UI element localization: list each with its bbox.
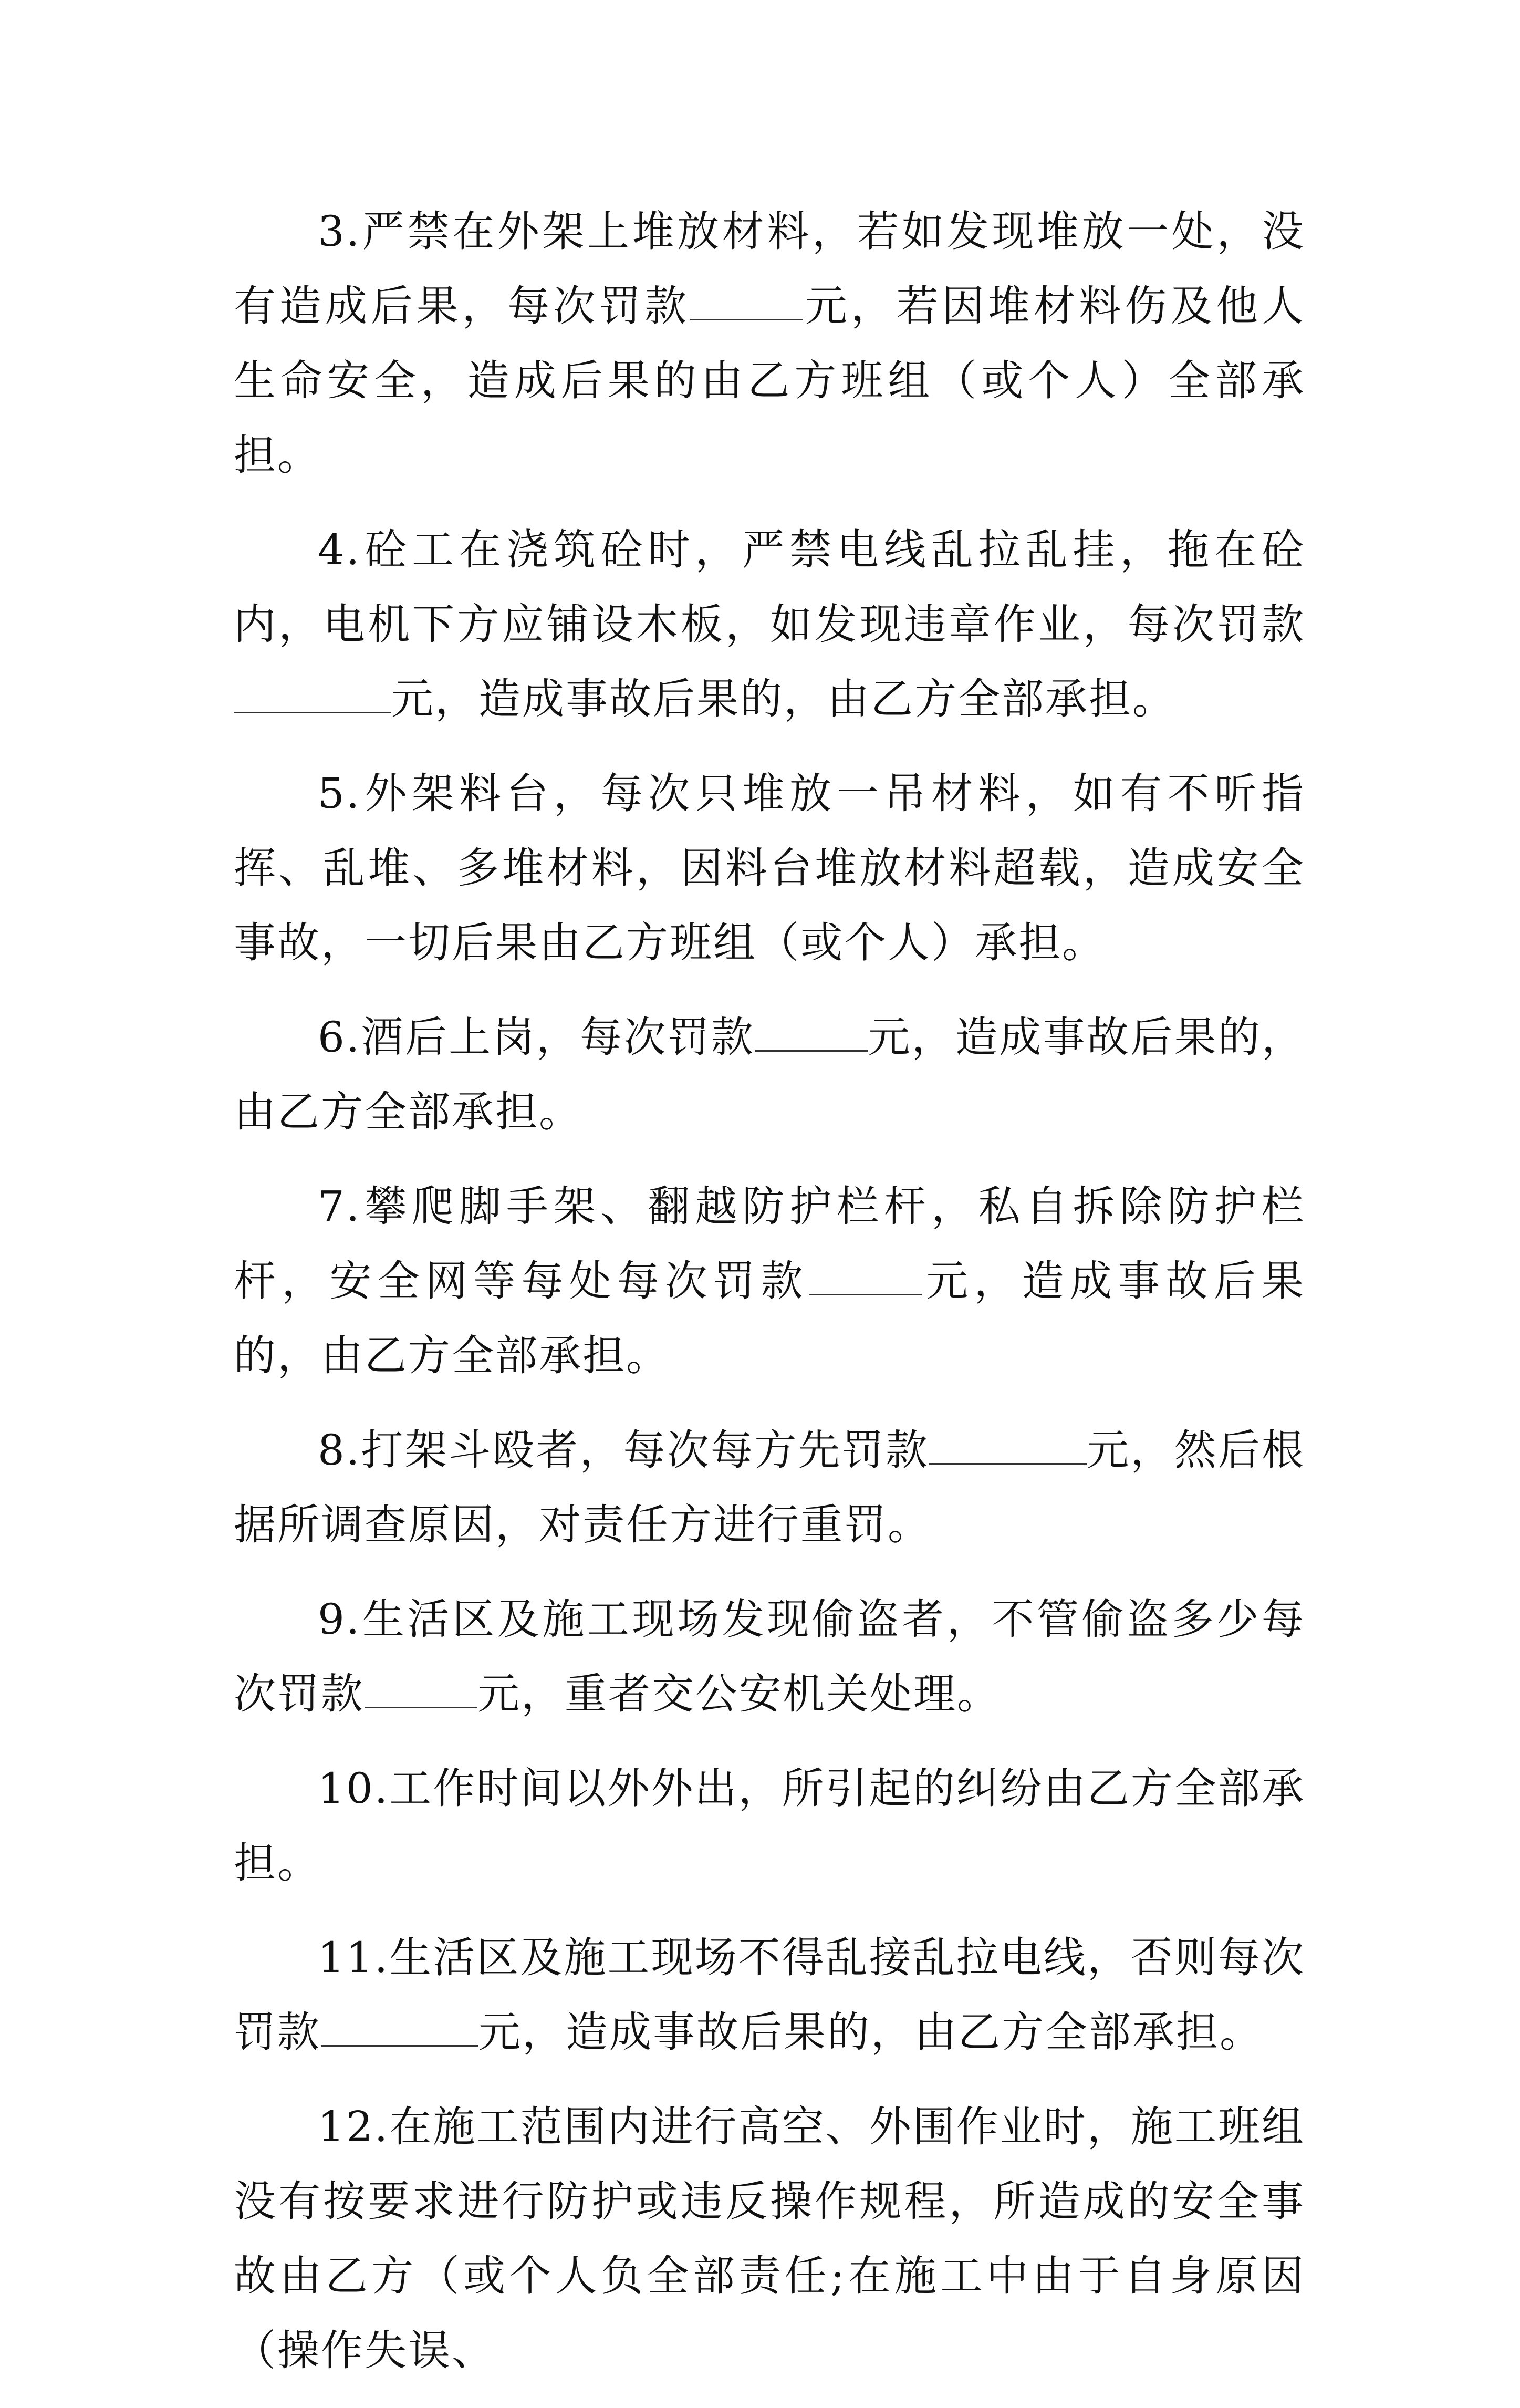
clause-6-text-a: 6.酒后上岗，每次罚款	[318, 1013, 755, 1062]
clause-6-text-b: 元，造成事故后果的，由乙方全部承担。	[234, 1013, 1306, 1136]
clause-11	[234, 1921, 1305, 2070]
clause-3	[234, 194, 1305, 493]
clause-6	[234, 1000, 1305, 1149]
clause-11-text-b: 元，造成事故后果的，由乙方全部承担。	[478, 2008, 1263, 2057]
clause-4-text-b: 元，造成事故后果的，由乙方全部承担。	[391, 674, 1176, 723]
clause-7	[234, 1169, 1305, 1393]
clause-9-text-a: 9.生活区及施工现场发现偷盗者，不管偷盗多少每次罚款	[234, 1595, 1305, 1718]
fine-amount-blank	[809, 1257, 922, 1295]
clause-5-text: 5.外架料台，每次只堆放一吊材料，如有不听指挥、乱堆、多堆材料，因料台堆放材料超载，造成安全事故，一切后果由乙方班组（或个人）承担。	[234, 769, 1305, 967]
clause-4	[234, 513, 1305, 736]
clause-8	[234, 1413, 1305, 1562]
document-body	[234, 194, 1305, 2408]
clause-4-text-a: 4.砼工在浇筑砼时，严禁电线乱拉乱挂，拖在砼内，电机下方应铺设木板，如发现违章作业，每次罚款	[234, 525, 1305, 649]
fine-amount-blank	[929, 1426, 1087, 1465]
clause-8-text-a: 8.打架斗殴者，每次每方先罚款	[318, 1426, 930, 1475]
clause-12	[234, 2090, 1305, 2388]
clause-10	[234, 1751, 1305, 1901]
clause-9-text-b: 元，重者交公安机关处理。	[477, 1669, 1001, 1718]
clause-11-text-a: 11.生活区及施工现场不得乱接乱拉电线，否则每次罚款	[234, 1933, 1305, 2057]
clause-10-text: 10.工作时间以外外出，所引起的纠纷由乙方全部承担。	[234, 1764, 1305, 1887]
clause-12-text: 12.在施工范围内进行高空、外围作业时，施工班组没有按要求进行防护或违反操作规程，所造成的安全事故由乙方（或个人负全部责任;在施工中由于自身原因（操作失误、	[234, 2102, 1305, 2375]
clause-9	[234, 1582, 1305, 1731]
clause-7-text-a: 7.攀爬脚手架、翻越防护栏杆，私自拆除防护栏杆，安全网等每处每次罚款	[234, 1182, 1305, 1305]
fine-amount-blank	[690, 282, 803, 320]
clause-5	[234, 756, 1305, 980]
fine-amount-blank	[321, 2008, 478, 2047]
clause-3-text-b: 元，若因堆材料伤及他人生命安全，造成后果的由乙方班组（或个人）全部承担。	[234, 282, 1305, 480]
fine-amount-blank	[234, 675, 391, 713]
fine-amount-blank	[755, 1013, 868, 1052]
clause-7-text-b: 元，造成事故后果的，由乙方全部承担。	[234, 1257, 1305, 1380]
clause-8-text-b: 元，然后根据所调查原因，对责任方进行重罚。	[234, 1426, 1306, 1549]
clause-3-text-a: 3.严禁在外架上堆放材料，若如发现堆放一处，没有造成后果，每次罚款	[234, 207, 1305, 330]
fine-amount-blank	[365, 1670, 477, 1708]
